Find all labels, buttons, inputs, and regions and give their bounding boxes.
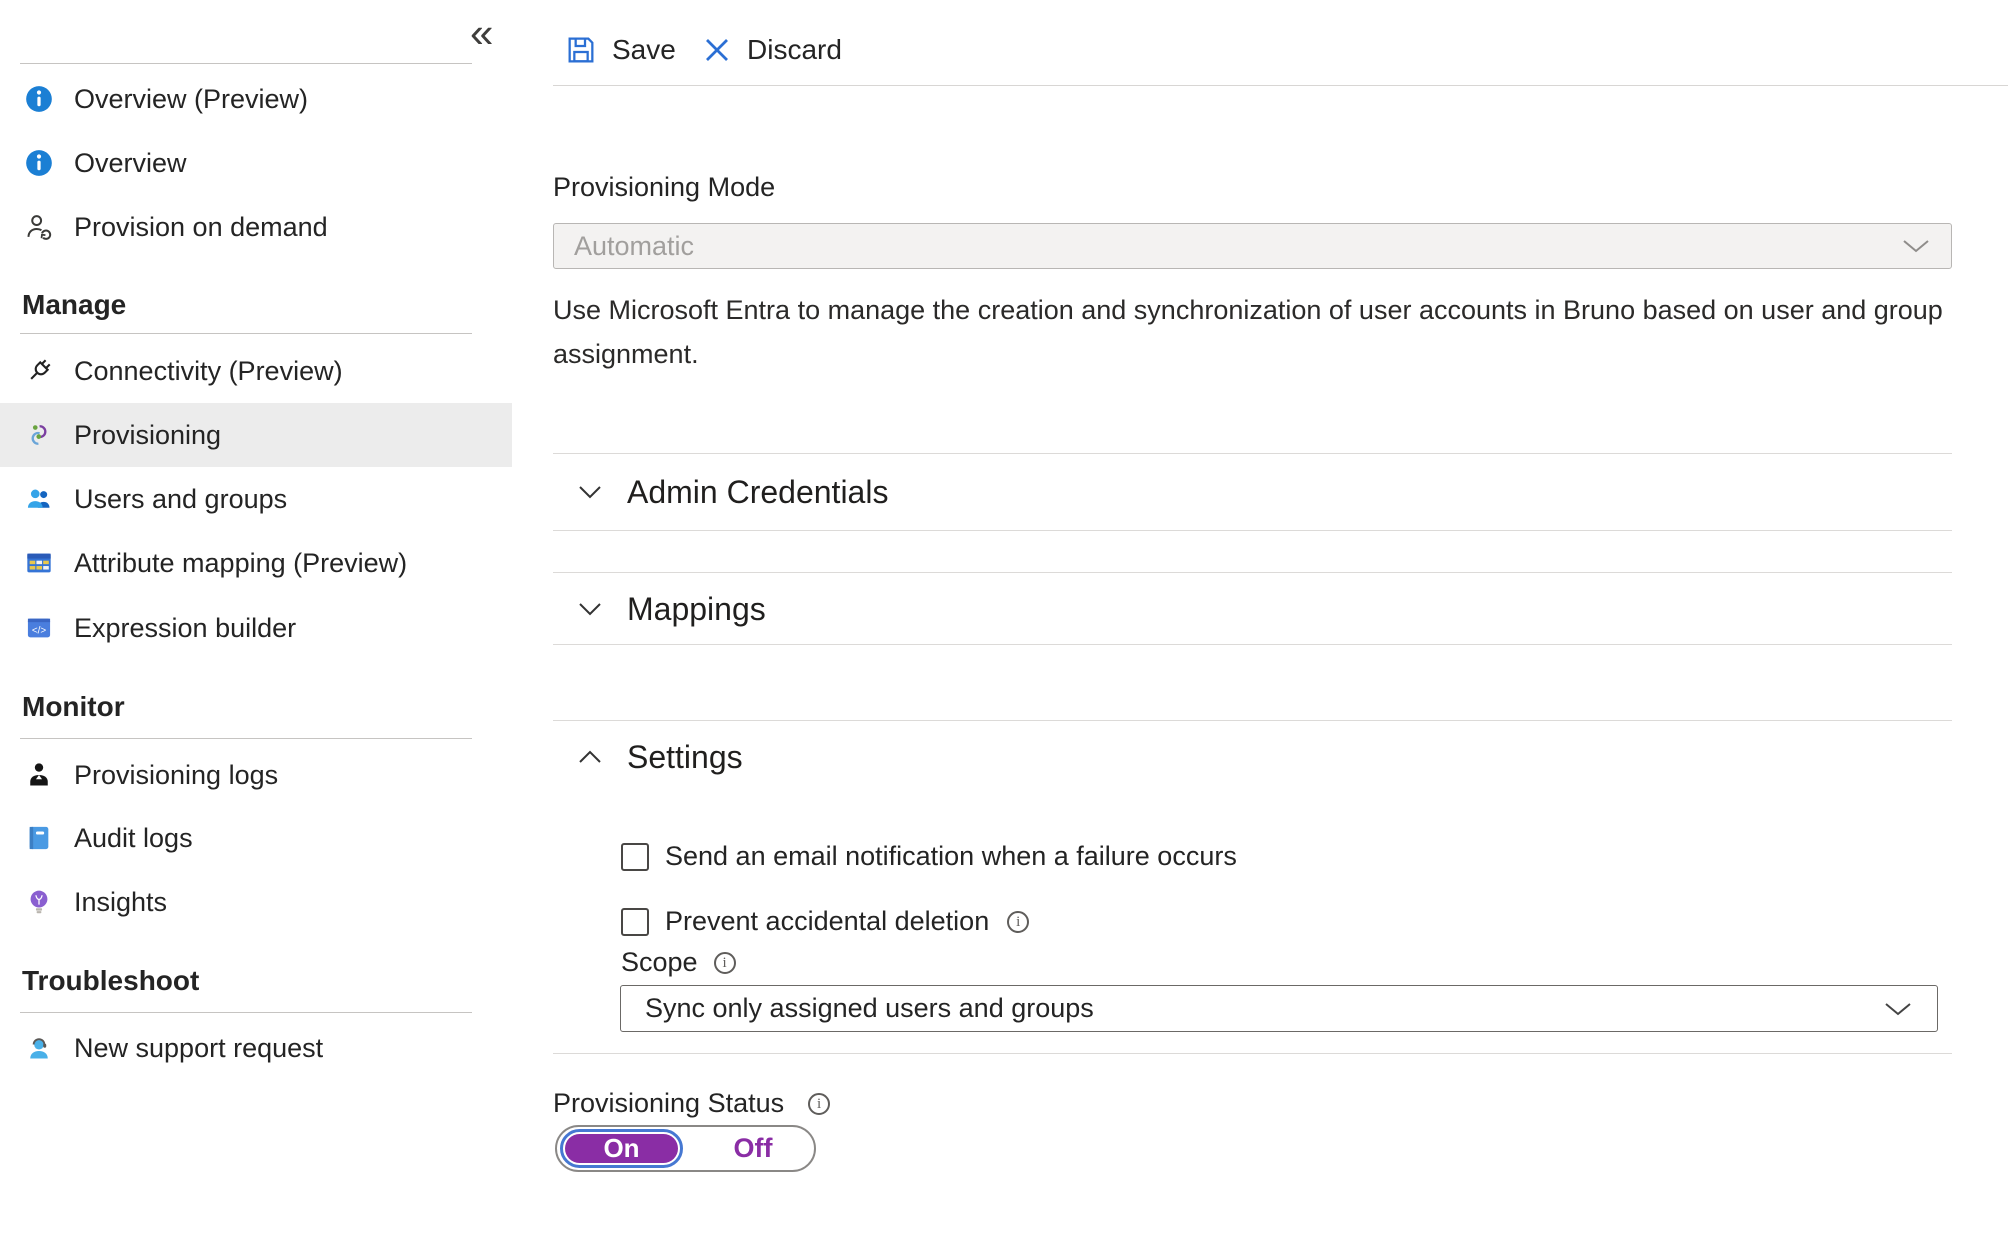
section-title: Settings <box>627 738 743 775</box>
scope-value: Sync only assigned users and groups <box>645 993 1094 1023</box>
info-icon <box>24 84 54 114</box>
provisioning-icon <box>24 420 54 450</box>
sidebar-item-label: New support request <box>74 1032 324 1063</box>
sidebar-item-label: Provision on demand <box>74 211 328 242</box>
divider <box>553 1053 1952 1054</box>
provisioning-status-toggle[interactable] <box>555 1125 816 1172</box>
sidebar-section-troubleshoot: Troubleshoot <box>22 965 200 996</box>
sidebar-item-insights[interactable] <box>0 870 512 934</box>
sidebar-item-label: Overview <box>74 147 187 178</box>
sidebar-item-label: Attribute mapping (Preview) <box>74 547 408 578</box>
toggle-on-option[interactable] <box>560 1129 683 1168</box>
sidebar-item-label: Audit logs <box>74 822 193 853</box>
provisioning-logs-icon <box>24 760 54 790</box>
save-label: Save <box>612 34 676 65</box>
connectivity-icon <box>24 356 54 386</box>
provisioning-mode-description: Use Microsoft Entra to manage the creation and synchronization of user accounts in Bruno based on user and group assignment. <box>553 295 1943 369</box>
discard-label: Discard <box>747 34 842 65</box>
discard-button[interactable] <box>702 22 842 78</box>
toolbar-divider <box>553 85 2008 86</box>
sidebar-item-connectivity[interactable] <box>0 339 512 403</box>
provisioning-mode-value: Automatic <box>574 230 695 261</box>
support-request-icon <box>24 1033 54 1063</box>
save-icon <box>565 34 597 66</box>
section-settings[interactable] <box>553 737 743 777</box>
section-mappings[interactable] <box>553 589 766 629</box>
email-notification-checkbox[interactable] <box>621 843 649 871</box>
sidebar-item-users-and-groups[interactable] <box>0 467 512 531</box>
sidebar-item-label: Provisioning logs <box>74 759 279 790</box>
expression-builder-icon <box>24 613 54 643</box>
chevron-down-icon <box>1883 1001 1913 1017</box>
divider <box>553 644 1952 645</box>
users-groups-icon <box>24 484 54 514</box>
audit-logs-icon <box>24 823 54 853</box>
sidebar-item-new-support-request[interactable] <box>0 1016 512 1080</box>
chevron-down-icon <box>1901 238 1931 254</box>
prevent-deletion-checkbox[interactable] <box>621 908 649 936</box>
info-icon <box>24 148 54 178</box>
email-notification-label: Send an email notification when a failure occurs <box>665 841 1237 871</box>
svg-text:</>: </> <box>31 625 47 637</box>
sidebar-item-attribute-mapping[interactable] <box>0 531 512 595</box>
email-notification-row <box>621 841 1237 872</box>
sidebar-item-label: Expression builder <box>74 612 297 643</box>
attribute-mapping-icon <box>24 548 54 578</box>
divider <box>553 720 1952 721</box>
sidebar-item-label: Provisioning <box>74 419 222 450</box>
toggle-off-option[interactable]: Off <box>733 1133 773 1163</box>
section-title: Mappings <box>627 590 766 627</box>
collapse-sidebar-icon[interactable]: « <box>470 9 494 56</box>
divider <box>553 453 1952 454</box>
sidebar-item-audit-logs[interactable] <box>0 806 512 870</box>
sidebar-item-label: Overview (Preview) <box>74 83 309 114</box>
sidebar-item-label: Connectivity (Preview) <box>74 355 343 386</box>
divider <box>553 530 1952 531</box>
scope-select[interactable] <box>620 985 1938 1032</box>
divider <box>20 738 472 739</box>
divider <box>20 1012 472 1013</box>
divider <box>553 572 1952 573</box>
section-title: Admin Credentials <box>627 473 889 510</box>
sidebar-item-overview-preview[interactable] <box>0 67 512 131</box>
chevron-down-icon <box>578 602 602 616</box>
insights-icon <box>24 887 54 917</box>
sidebar-item-label: Users and groups <box>74 483 288 514</box>
divider <box>20 333 472 334</box>
sidebar-item-label: Insights <box>74 886 168 917</box>
provisioning-mode-label: Provisioning Mode <box>553 172 776 202</box>
provisioning-status-row <box>553 1088 830 1119</box>
provision-on-demand-icon <box>24 212 54 242</box>
provisioning-mode-select[interactable] <box>553 223 1952 269</box>
divider <box>20 63 472 64</box>
sidebar-section-monitor: Monitor <box>22 691 125 722</box>
prevent-deletion-row <box>621 906 1029 937</box>
save-button[interactable] <box>565 22 676 78</box>
chevron-up-icon <box>578 750 602 764</box>
sidebar-item-provision-on-demand[interactable] <box>0 195 512 259</box>
info-icon[interactable]: i <box>714 952 736 974</box>
sidebar-item-overview[interactable] <box>0 131 512 195</box>
prevent-deletion-label: Prevent accidental deletion <box>665 906 990 936</box>
toggle-on-label: On <box>565 1134 678 1163</box>
sidebar-item-expression-builder[interactable] <box>0 596 512 660</box>
provisioning-status-label: Provisioning Status <box>553 1088 785 1118</box>
discard-x-icon <box>702 35 732 65</box>
sidebar-item-provisioning[interactable] <box>0 403 512 467</box>
sidebar-item-provisioning-logs[interactable] <box>0 743 512 807</box>
chevron-down-icon <box>578 485 602 499</box>
section-admin-credentials[interactable] <box>553 472 888 512</box>
info-icon[interactable]: i <box>808 1093 830 1115</box>
scope-label-row <box>621 947 736 978</box>
info-icon[interactable]: i <box>1007 911 1029 933</box>
sidebar <box>0 0 512 1240</box>
sidebar-section-manage: Manage <box>22 289 127 320</box>
scope-label: Scope <box>621 947 698 977</box>
